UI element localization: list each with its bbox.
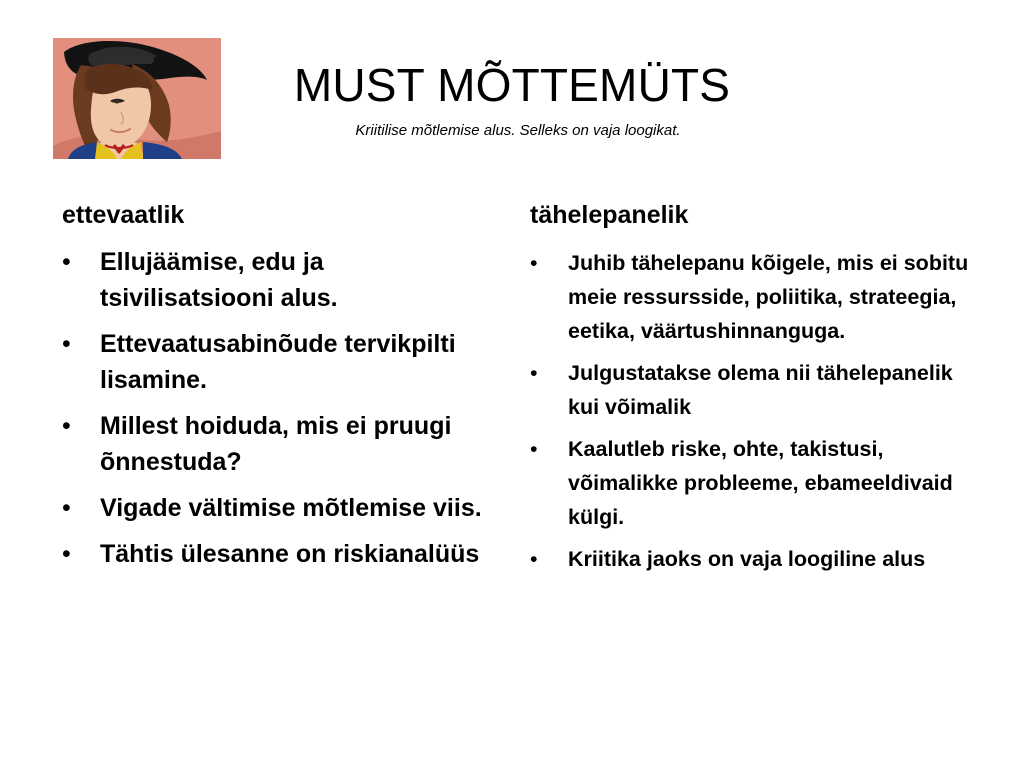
left-bullet-text-1: Ellujäämise, edu ja tsivilisatsiooni alus. (100, 248, 338, 312)
bullet-dot-icon: • (530, 547, 538, 571)
right-bullet-item-1 (530, 246, 982, 348)
left-column-heading: ettevaatlik (62, 201, 185, 229)
right-bullet-text-1: Juhib tähelepanu kõigele, mis ei sobitu meie ressursside, poliitika, strateegia, eetika, väärtushinnanguga. (568, 251, 969, 343)
left-bullet-text-4: Vigade vältimise mõtlemise viis. (100, 494, 482, 522)
left-bullet-item-5 (62, 536, 502, 572)
left-bullet-text-3: Millest hoiduda, mis ei pruugi õnnestuda? (100, 412, 452, 476)
bullet-dot-icon: • (530, 251, 538, 275)
slide-subtitle: Kriitilise mõtlemise alus. Selleks on vaja loogikat. (355, 122, 681, 139)
left-bullet-item-1 (62, 244, 502, 316)
bullet-dot-icon: • (530, 361, 538, 385)
left-bullet-item-3 (62, 408, 502, 480)
right-bullet-item-3 (530, 432, 982, 534)
bullet-dot-icon: • (62, 494, 71, 522)
bullet-dot-icon: • (62, 412, 71, 440)
right-bullet-item-2 (530, 356, 982, 424)
right-column-heading: tähelepanelik (530, 201, 689, 229)
left-bullet-text-2: Ettevaatusabinõude tervikpilti lisamine. (100, 330, 456, 394)
right-bullet-text-2: Julgustatakse olema nii tähelepanelik kui võimalik (568, 361, 953, 419)
right-bullet-text-4: Kriitika jaoks on vaja loogiline alus (568, 547, 926, 571)
left-bullet-item-2 (62, 326, 502, 398)
bullet-dot-icon: • (62, 540, 71, 568)
left-column (62, 198, 502, 582)
bullet-dot-icon: • (530, 437, 538, 461)
right-column (530, 198, 982, 584)
right-bullet-text-3: Kaalutleb riske, ohte, takistusi, võimalikke probleeme, ebameeldivaid külgi. (568, 437, 953, 529)
right-bullet-list (530, 246, 982, 576)
right-bullet-item-4 (530, 542, 982, 576)
slide-title: MUST MÕTTEMÜTS (293, 58, 731, 111)
bullet-dot-icon: • (62, 330, 71, 358)
left-bullet-list (62, 244, 502, 572)
left-bullet-text-5: Tähtis ülesanne on riskianalüüs (100, 540, 480, 568)
left-bullet-item-4 (62, 490, 502, 526)
bullet-dot-icon: • (62, 248, 71, 276)
